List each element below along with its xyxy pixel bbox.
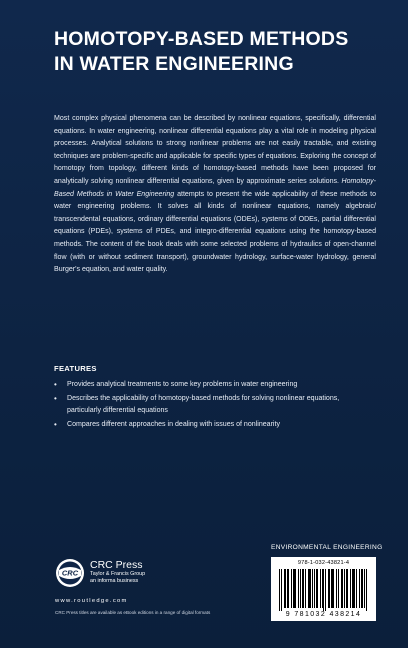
- barcode-bar: [331, 569, 332, 608]
- barcode-bar: [317, 569, 318, 608]
- barcode-bar: [284, 569, 285, 608]
- barcode-bar: [293, 569, 294, 608]
- barcode-bar: [287, 569, 288, 608]
- barcode-bar: [333, 569, 334, 608]
- barcode-bar: [347, 569, 348, 608]
- title-line-2: IN WATER ENGINEERING: [54, 53, 294, 75]
- features-list: [54, 379, 374, 432]
- barcode-bar: [332, 569, 333, 608]
- feature-text: Compares different approaches in dealing with issues of nonlinearity: [67, 420, 280, 428]
- barcode-bar: [361, 569, 362, 608]
- barcode-bar: [309, 569, 310, 608]
- barcode-bar: [312, 569, 313, 608]
- barcode-bar: [294, 569, 295, 608]
- bullet-icon: •: [54, 419, 57, 429]
- feature-item: [54, 393, 374, 418]
- isbn-text: 978-1-032-43821-4: [297, 560, 350, 566]
- description-part-1: Most complex physical phenomena can be described by nonlinear equations, specifically, differential equations. In water engineering, nonlinear differential equations play a vital role in modeling physical processes. Analytical solutions to strong nonlinear problems are not easily tractable, and existing techniques are problem-specific and applicable for specific types of equations. Exploring the concept of homotopy from topology, different kinds of homotopy-based methods have been proposed for analytically solving nonlinear differential equations, given by approximate series solutions.: [54, 115, 376, 185]
- barcode-bar: [308, 569, 309, 608]
- barcode-bar: [352, 569, 353, 608]
- barcode-bar: [325, 569, 326, 611]
- publisher-url: www.routledge.com: [55, 598, 128, 604]
- barcode-bar: [281, 569, 282, 611]
- description-part-2: attempts to present the wide applicability of these methods to water engineering problems. It solves all kinds of nonlinear equations, namely algebraic/ transcendental equations, ordinary differential equations (ODEs), systems of ODEs, partial differential equations (PDEs), systems of PDEs, and integro-differential equations using the homotopy-based methods. The content of the book deals with some selected problems of hydraulics of open-channel flow (with or without sediment transport), groundwater hydrology, surface-water hydrology, general Burger's equation, and water quality.: [54, 190, 376, 274]
- barcode-bar: [288, 569, 289, 608]
- barcode-bar: [310, 569, 311, 608]
- isbn-barcode: [271, 557, 376, 621]
- bullet-icon: •: [54, 380, 57, 389]
- barcode-bar: [366, 569, 367, 611]
- barcode-bar: [300, 569, 301, 608]
- publisher-name: CRC Press: [90, 559, 143, 571]
- barcode-bar: [305, 569, 306, 608]
- barcode-bar: [356, 569, 357, 608]
- features-heading: FEATURES: [54, 364, 97, 373]
- publisher-group: Taylor & Francis Group: [90, 571, 146, 577]
- description-book-title: Homotopy-Based Methods in Water Engineering: [54, 177, 376, 198]
- barcode-bar: [295, 569, 296, 608]
- book-description: [54, 113, 376, 277]
- book-title: [54, 27, 374, 77]
- barcode-bar: [353, 569, 354, 608]
- feature-item: [54, 419, 374, 432]
- barcode-bar: [364, 569, 365, 608]
- barcode-bar: [342, 569, 343, 608]
- barcode-bar: [314, 569, 315, 608]
- ebook-note: CRC Press titles are available as eBook editions in a range of digital formats: [55, 610, 211, 615]
- barcode-bar: [362, 569, 363, 608]
- barcode-bar: [320, 569, 321, 608]
- feature-text: Provides analytical treatments to some key problems in water engineering: [67, 381, 298, 388]
- barcode-bar: [354, 569, 355, 608]
- logo-text: CRC: [61, 568, 79, 578]
- feature-text: Describes the applicability of homotopy-based methods for solving nonlinear equations, particularly differential equations: [67, 394, 340, 415]
- publisher-block: [90, 560, 145, 585]
- barcode-bar: [285, 569, 286, 608]
- barcode-icon: [279, 569, 368, 611]
- subject-category: ENVIRONMENTAL ENGINEERING: [271, 544, 383, 551]
- barcode-bar: [338, 569, 339, 608]
- barcode-bar: [291, 569, 292, 608]
- barcode-bar: [303, 569, 304, 608]
- barcode-bar: [316, 569, 317, 608]
- barcode-bar: [350, 569, 351, 608]
- crc-press-logo: [55, 558, 85, 588]
- barcode-bar: [344, 569, 345, 608]
- barcode-bar: [359, 569, 360, 608]
- publisher-business: an informa business: [90, 578, 139, 584]
- feature-item: [54, 379, 374, 392]
- isbn-digits: 9 781032 438214: [285, 611, 362, 618]
- barcode-bar: [341, 569, 342, 608]
- barcode-bar: [346, 569, 347, 608]
- barcode-bar: [302, 569, 303, 608]
- title-line-1: HOMOTOPY-BASED METHODS: [54, 28, 349, 50]
- barcode-bar: [322, 569, 323, 608]
- barcode-bar: [279, 569, 280, 611]
- barcode-bar: [336, 569, 337, 608]
- bullet-icon: •: [54, 393, 57, 403]
- barcode-bar: [323, 569, 324, 611]
- barcode-bar: [328, 569, 329, 608]
- barcode-bar: [298, 569, 299, 608]
- barcode-bar: [329, 569, 330, 608]
